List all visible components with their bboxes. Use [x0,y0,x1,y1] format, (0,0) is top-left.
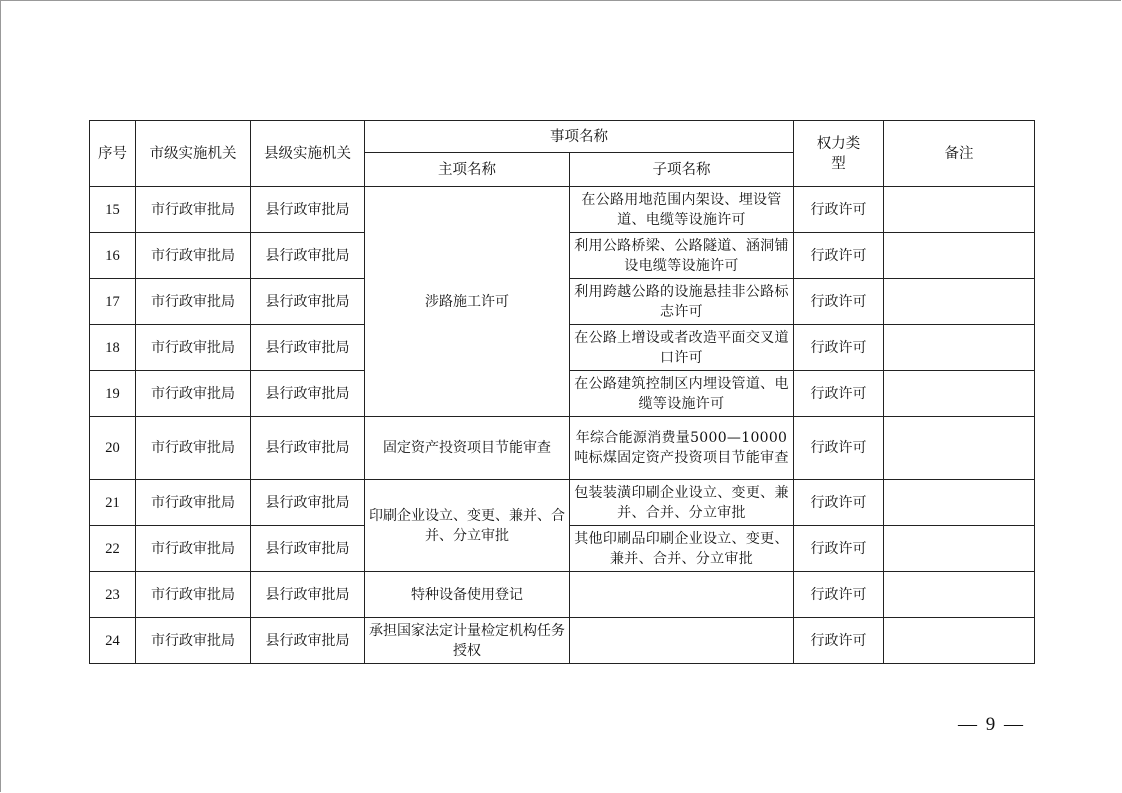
city-agency-cell: 市行政审批局 [136,233,251,279]
seq-cell: 17 [90,279,136,325]
county-agency-cell: 县行政审批局 [251,233,365,279]
matters-table [89,120,1035,664]
remarks-cell [884,371,1035,417]
page-number: — 9 — [958,714,1025,735]
power-type-cell: 行政许可 [794,618,884,664]
table-row [90,480,1035,526]
power-type-cell: 行政许可 [794,572,884,618]
power-type-cell: 行政许可 [794,233,884,279]
sub-item-cell: 在公路用地范围内架设、埋设管道、电缆等设施许可 [570,187,794,233]
county-agency-cell: 县行政审批局 [251,371,365,417]
city-agency-cell: 市行政审批局 [136,325,251,371]
remarks-cell [884,325,1035,371]
city-agency-cell: 市行政审批局 [136,480,251,526]
city-agency-cell: 市行政审批局 [136,618,251,664]
seq-cell: 20 [90,417,136,480]
remarks-cell [884,572,1035,618]
seq-cell: 18 [90,325,136,371]
county-agency-cell: 县行政审批局 [251,572,365,618]
power-type-cell: 行政许可 [794,371,884,417]
remarks-cell [884,417,1035,480]
remarks-cell [884,233,1035,279]
sub-item-cell: 年综合能源消费量5000—10000吨标煤固定资产投资项目节能审查 [570,417,794,480]
remarks-cell [884,187,1035,233]
county-agency-cell: 县行政审批局 [251,526,365,572]
county-agency-cell: 县行政审批局 [251,325,365,371]
sub-item-cell [570,618,794,664]
sub-item-cell: 在公路上增设或者改造平面交叉道口许可 [570,325,794,371]
remarks-cell [884,526,1035,572]
county-agency-cell: 县行政审批局 [251,279,365,325]
sub-item-cell: 包装装潢印刷企业设立、变更、兼并、合并、分立审批 [570,480,794,526]
city-agency-cell: 市行政审批局 [136,417,251,480]
remarks-cell [884,618,1035,664]
header-power-type-text: 权力类型 [816,135,861,172]
city-agency-cell: 市行政审批局 [136,279,251,325]
county-agency-cell: 县行政审批局 [251,618,365,664]
header-item-name: 事项名称 [365,121,794,153]
header-row-1 [90,121,1035,153]
power-type-cell: 行政许可 [794,526,884,572]
seq-cell: 21 [90,480,136,526]
sub-item-cell: 在公路建筑控制区内埋设管道、电缆等设施许可 [570,371,794,417]
city-agency-cell: 市行政审批局 [136,187,251,233]
sub-item-cell [570,572,794,618]
header-seq: 序号 [90,121,136,187]
header-main-item: 主项名称 [365,153,570,187]
table-row [90,187,1035,233]
header-city-agency: 市级实施机关 [136,121,251,187]
main-item-cell: 特种设备使用登记 [365,572,570,618]
table-row [90,618,1035,664]
header-sub-item: 子项名称 [570,153,794,187]
main-item-cell: 固定资产投资项目节能审查 [365,417,570,480]
seq-cell: 23 [90,572,136,618]
city-agency-cell: 市行政审批局 [136,371,251,417]
seq-cell: 16 [90,233,136,279]
sub-item-cell: 利用跨越公路的设施悬挂非公路标志许可 [570,279,794,325]
main-item-cell: 涉路施工许可 [365,187,570,417]
county-agency-cell: 县行政审批局 [251,187,365,233]
power-type-cell: 行政许可 [794,480,884,526]
seq-cell: 24 [90,618,136,664]
seq-cell: 22 [90,526,136,572]
header-remarks: 备注 [884,121,1035,187]
main-item-cell: 承担国家法定计量检定机构任务授权 [365,618,570,664]
county-agency-cell: 县行政审批局 [251,480,365,526]
power-type-cell: 行政许可 [794,187,884,233]
seq-cell: 19 [90,371,136,417]
header-power-type [794,121,884,187]
table-row [90,572,1035,618]
city-agency-cell: 市行政审批局 [136,526,251,572]
sub-item-cell: 其他印刷品印刷企业设立、变更、兼并、合并、分立审批 [570,526,794,572]
remarks-cell [884,279,1035,325]
remarks-cell [884,480,1035,526]
power-type-cell: 行政许可 [794,325,884,371]
main-item-cell: 印刷企业设立、变更、兼并、合并、分立审批 [365,480,570,572]
table-row [90,417,1035,480]
sub-item-cell: 利用公路桥梁、公路隧道、涵洞铺设电缆等设施许可 [570,233,794,279]
power-type-cell: 行政许可 [794,417,884,480]
power-type-cell: 行政许可 [794,279,884,325]
seq-cell: 15 [90,187,136,233]
header-county-agency: 县级实施机关 [251,121,365,187]
county-agency-cell: 县行政审批局 [251,417,365,480]
city-agency-cell: 市行政审批局 [136,572,251,618]
